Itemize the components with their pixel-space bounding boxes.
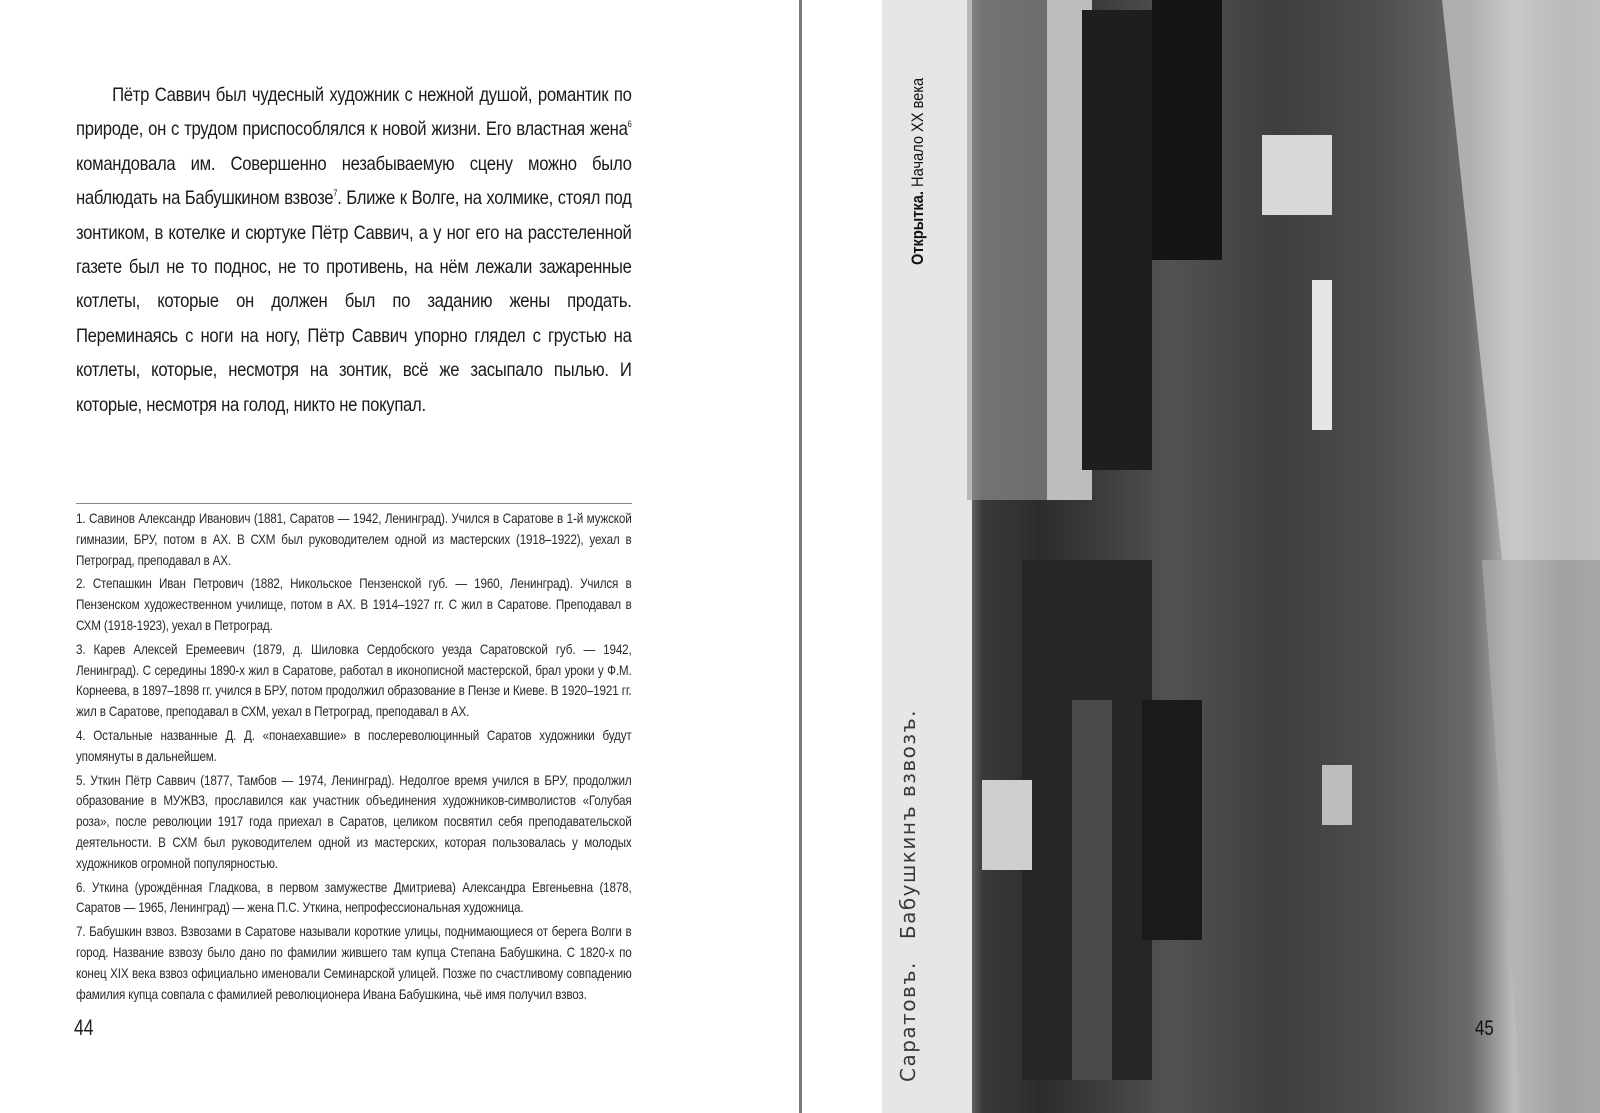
boats-row-upper [1442, 0, 1600, 560]
kiosk [982, 780, 1032, 870]
shelves-building [1152, 0, 1222, 260]
footnote-separator [76, 503, 632, 504]
postcard-printed-title [896, 687, 920, 1082]
main-paragraph [76, 78, 632, 422]
postcard-city: Саратовъ. [896, 961, 920, 1082]
small-boat [1312, 280, 1332, 430]
footnote-ref-7[interactable]: 7 [333, 188, 338, 199]
page-number-right: 45 [1475, 1017, 1494, 1040]
crowd [1142, 700, 1202, 940]
upper-buildings [967, 0, 1047, 500]
warehouse-building [1082, 10, 1152, 470]
footnotes [76, 509, 632, 1008]
paragraph-text-part-1: Пётр Саввич был чудесный художник с нежной душой, романтик по природе, он с трудом приспособлялся к новой жизни. Его властная жена [76, 84, 632, 141]
stairway [1072, 700, 1112, 1080]
caption-text: Начало XX века [908, 77, 927, 192]
photo-illustration [882, 0, 1600, 1113]
footnote-2: 2. Степашкин Иван Петрович (1882, Никольское Пензенской губ. — 1960, Ленинград). Учился в Пензенском художественном училище, потом в АХ. В 1914–1927 гг. С жил в Саратове. Преподавал в СХМ (1918-1923), уехал в Петроград. [76, 576, 632, 633]
footnote-ref-6[interactable]: 6 [627, 119, 632, 130]
footnote-4: 4. Остальные названные Д. Д. «понаехавшие» в послереволюцинный Саратов художники будут упомянуты в дальнейшем. [76, 727, 632, 764]
paragraph-text-part-3: . Ближе к Волге, на холмике, стоял под зонтиком, в котелке и сюртуке Пётр Саввич, а у ног его на расстеленной газете был не то поднос, не то противень, на нём лежали зажаренные котлеты, которые он должен был по заданию жены продать. Переминаясь с ноги на ногу, Пётр Саввич упорно глядел с грустью на котлеты, которые, несмотря на зонтик, всё же засыпало пылью. И которые, несмотря на голод, никто не покупал. [76, 187, 632, 416]
page-number-left: 44 [74, 1015, 94, 1040]
postcard-place: Бабушкинъ взвозъ. [896, 708, 920, 940]
caption-label: Открытка. [908, 191, 927, 265]
footnote-3: 3. Карев Алексей Еремеевич (1879, д. Шиловка Сердобского уезда Саратовской губ. — 1942, Ленинград). С середины 1890-х жил в Саратове, работал в иконописной мастерской, брал уроки у Ф.М. Корнеева, в 1897–1898 гг. учился в БРУ, потом продолжил образование в Пензе и Киеве. В 1920–1921 гг. жил в Саратове, преподавал в СХМ, уехал в Петроград, преподавал в АХ. [76, 641, 632, 720]
footnote-7: 7. Бабушкин взвоз. Взвозами в Саратове называли короткие улицы, поднимающиеся от берега Волги в город. Название взвозу было дано по фамилии жившего там купца Степана Бабушкина. С 1820-х по конец XIX века взвоз официально именовали Семинарской улицей. Позже по счастливому совпадению фамилия купца совпала с фамилией революционера Ивана Бабушкина, чьё имя получил взвоз. [76, 924, 632, 1002]
postcard-photo [882, 0, 1600, 1113]
wooden-crate [1322, 765, 1352, 825]
boats-row-lower [1482, 560, 1600, 1113]
photo-caption [908, 78, 928, 265]
wooden-booth [1262, 135, 1332, 215]
footnote-5: 5. Уткин Пётр Саввич (1877, Тамбов — 1974, Ленинград). Недолгое время учился в БРУ, продолжил образование в МУЖВЗ, прославился как участник объединения художников-символистов «Голубая роза», после революции 1917 года приехал в Саратов, целиком посвятил себя преподавательской деятельности. В СХМ был руководителем одной из мастерских, которая пользовалась у молодых художников огромной популярностью. [76, 772, 632, 871]
footnote-6: 6. Уткина (урождённая Гладкова, в первом замужестве Дмитриева) Александра Евгеньевна (1878, Саратов — 1965, Ленинград) — жена П.С. Уткина, непрофессиональная художница. [76, 879, 632, 916]
footnote-1: 1. Савинов Александр Иванович (1881, Саратов — 1942, Ленинград). Учился в Саратове в 1-й мужской гимназии, БРУ, потом в АХ. В СХМ был руководителем одной из мастерских (1918–1922), уехал в Петроград, преподавал в АХ. [76, 511, 632, 568]
paragraph-text-part-2: командовала им. Совершенно незабываемую сцену можно было наблюдать на Бабушкином взвозе [76, 152, 632, 210]
